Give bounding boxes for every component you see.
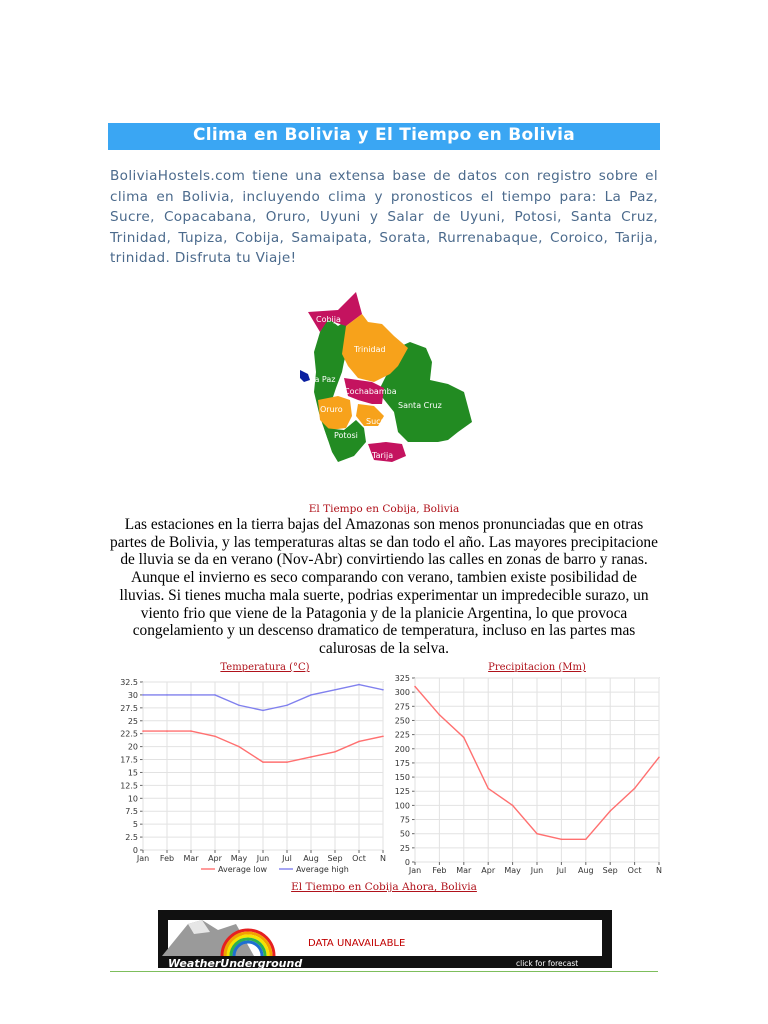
data-point [166,730,168,732]
data-point [190,730,192,732]
data-point [512,805,514,807]
y-tick-label: 27.5 [120,703,138,713]
y-tick-label: 32.5 [120,678,138,687]
y-tick-label: 100 [394,801,410,811]
x-tick-label: Feb [159,854,175,863]
map-label-cobija: Cobija [316,315,341,324]
map-region-lapaz-marker [300,370,310,382]
x-tick-label: Sep [602,866,618,875]
y-tick-label: 50 [399,829,410,839]
data-point [238,746,240,748]
y-tick-label: 25 [127,716,138,726]
x-tick-label: N [380,854,386,863]
y-tick-label: 2.5 [125,833,138,843]
y-tick-label: 75 [399,815,410,825]
data-point [487,788,489,790]
precipitation-chart [390,670,662,876]
data-point [463,737,465,739]
bolivia-map [298,292,473,467]
x-tick-label: Jan [136,854,150,863]
x-tick-label: Sep [327,854,343,863]
temperature-chart-title[interactable]: Temperatura (°C) [220,662,310,673]
data-point [214,694,216,696]
data-point [142,730,144,732]
data-point [358,741,360,743]
x-tick-label: Oct [352,854,366,863]
x-tick-label: May [504,866,521,875]
y-tick-label: 12.5 [120,781,138,791]
y-tick-label: 325 [394,674,410,683]
y-tick-label: 250 [394,716,410,726]
y-tick-label: 30 [127,690,138,700]
y-tick-label: 125 [394,787,410,797]
map-label-tarija: Tarija [372,451,394,460]
intro-paragraph: BoliviaHostels.com tiene una extensa base de datos con registro sobre el clima en Bolivia, incluyendo clima y pronosticos el tiempo para: La Paz, Sucre, Copacabana, Oruro, Uyuni y Salar de Uyuni, Potosi, Santa Cruz, Trinidad, Tupiza, Cobija, Samaipata, Sorata, Rurrenabaque, Coroico, Tarija, trinidad. Disfruta tu Viaje! [110,168,658,267]
x-tick-label: Jun [530,866,544,875]
section-caption: El Tiempo en Cobija, Bolivia [308,503,460,515]
data-point [190,694,192,696]
map-label-cochabamba: Cochabamba [344,387,397,396]
y-tick-label: 225 [394,730,410,740]
x-tick-label: Jan [408,866,422,875]
y-tick-label: 5 [132,820,138,830]
temperature-chart [110,674,388,878]
data-point [310,756,312,758]
footer-divider [110,971,658,972]
data-point [658,756,660,758]
data-point [334,689,336,691]
data-point [286,761,288,763]
y-tick-label: 275 [394,702,410,712]
x-tick-label: Mar [183,854,199,863]
weather-underground-widget[interactable] [158,910,612,968]
legend-label: Average low [218,865,268,874]
map-label-trinidad: Trinidad [354,345,386,354]
x-tick-label: Aug [577,866,594,875]
map-label-lapaz: La Paz [310,375,336,384]
weather-now-link[interactable]: El Tiempo en Cobija Ahora, Bolivia [291,881,477,893]
x-tick-label: Apr [481,866,496,875]
data-point [382,735,384,737]
data-point [561,839,563,841]
data-point [238,704,240,706]
y-tick-label: 22.5 [120,729,138,739]
data-point [214,735,216,737]
x-tick-label: Jun [256,854,270,863]
x-tick-label: Mar [456,866,472,875]
data-point [609,810,611,812]
y-tick-label: 0 [404,858,410,867]
y-tick-label: 25 [399,843,410,853]
map-label-oruro: Oruro [320,405,343,414]
x-tick-label: N [656,866,662,875]
data-point [439,714,441,716]
x-tick-label: Apr [208,854,222,863]
map-label-santacruz: Santa Cruz [398,401,442,410]
y-tick-label: 300 [394,688,410,698]
body-paragraph: Las estaciones en la tierra bajas del Amazonas son menos pronunciadas que en otras partes de Bolivia, y las temperaturas altas se dan todo el año. Las mayores precipitacione de lluvia se da en verano (Nov-Abr) convirtiendo las calles en zonas de barro y ranas. Aunque el invierno es seco comparando con verano, tambien existe posibilidad de lluvias. Si tienes mucha mala suerte, podrias experimentar un impredecible surazo, un viento frio que viene de la Patagonia y de la planicie Argentina, lo que provoca congelamiento y un descenso dramatico de temperatura, incluso en las partes mas calurosas de la selva. [110,516,658,657]
map-label-sucre: Sucre [366,417,389,426]
data-point [166,694,168,696]
data-point [262,710,264,712]
data-point [310,694,312,696]
x-tick-label: Aug [303,854,319,863]
click-forecast-label: click for forecast [516,959,579,968]
x-tick-label: Feb [432,866,447,875]
data-point [414,686,416,688]
page-banner: Clima en Bolivia y El Tiempo en Bolivia [108,123,660,150]
data-point [382,689,384,691]
y-tick-label: 7.5 [125,807,138,817]
x-tick-label: May [230,854,248,863]
data-point [634,788,636,790]
y-tick-label: 175 [394,758,410,768]
y-tick-label: 150 [394,773,410,783]
y-tick-label: 17.5 [120,755,138,765]
y-tick-label: 15 [127,768,138,778]
data-point [358,684,360,686]
legend-label: Average high [296,865,349,874]
data-point [286,704,288,706]
map-label-potosi: Potosi [334,431,358,440]
data-point [585,839,587,841]
x-tick-label: Jul [556,866,567,875]
data-unavailable-label: DATA UNAVAILABLE [308,938,406,949]
data-point [262,761,264,763]
y-tick-label: 200 [394,744,410,754]
data-point [142,694,144,696]
x-tick-label: Oct [627,866,642,875]
wu-brand-label: WeatherUnderground [168,957,303,968]
y-tick-label: 20 [127,742,138,752]
y-tick-label: 10 [127,794,138,804]
data-point [334,751,336,753]
y-tick-label: 0 [132,846,138,855]
x-tick-label: Jul [282,854,292,863]
precipitation-chart-title[interactable]: Precipitacion (Mm) [488,662,586,673]
data-point [536,833,538,835]
